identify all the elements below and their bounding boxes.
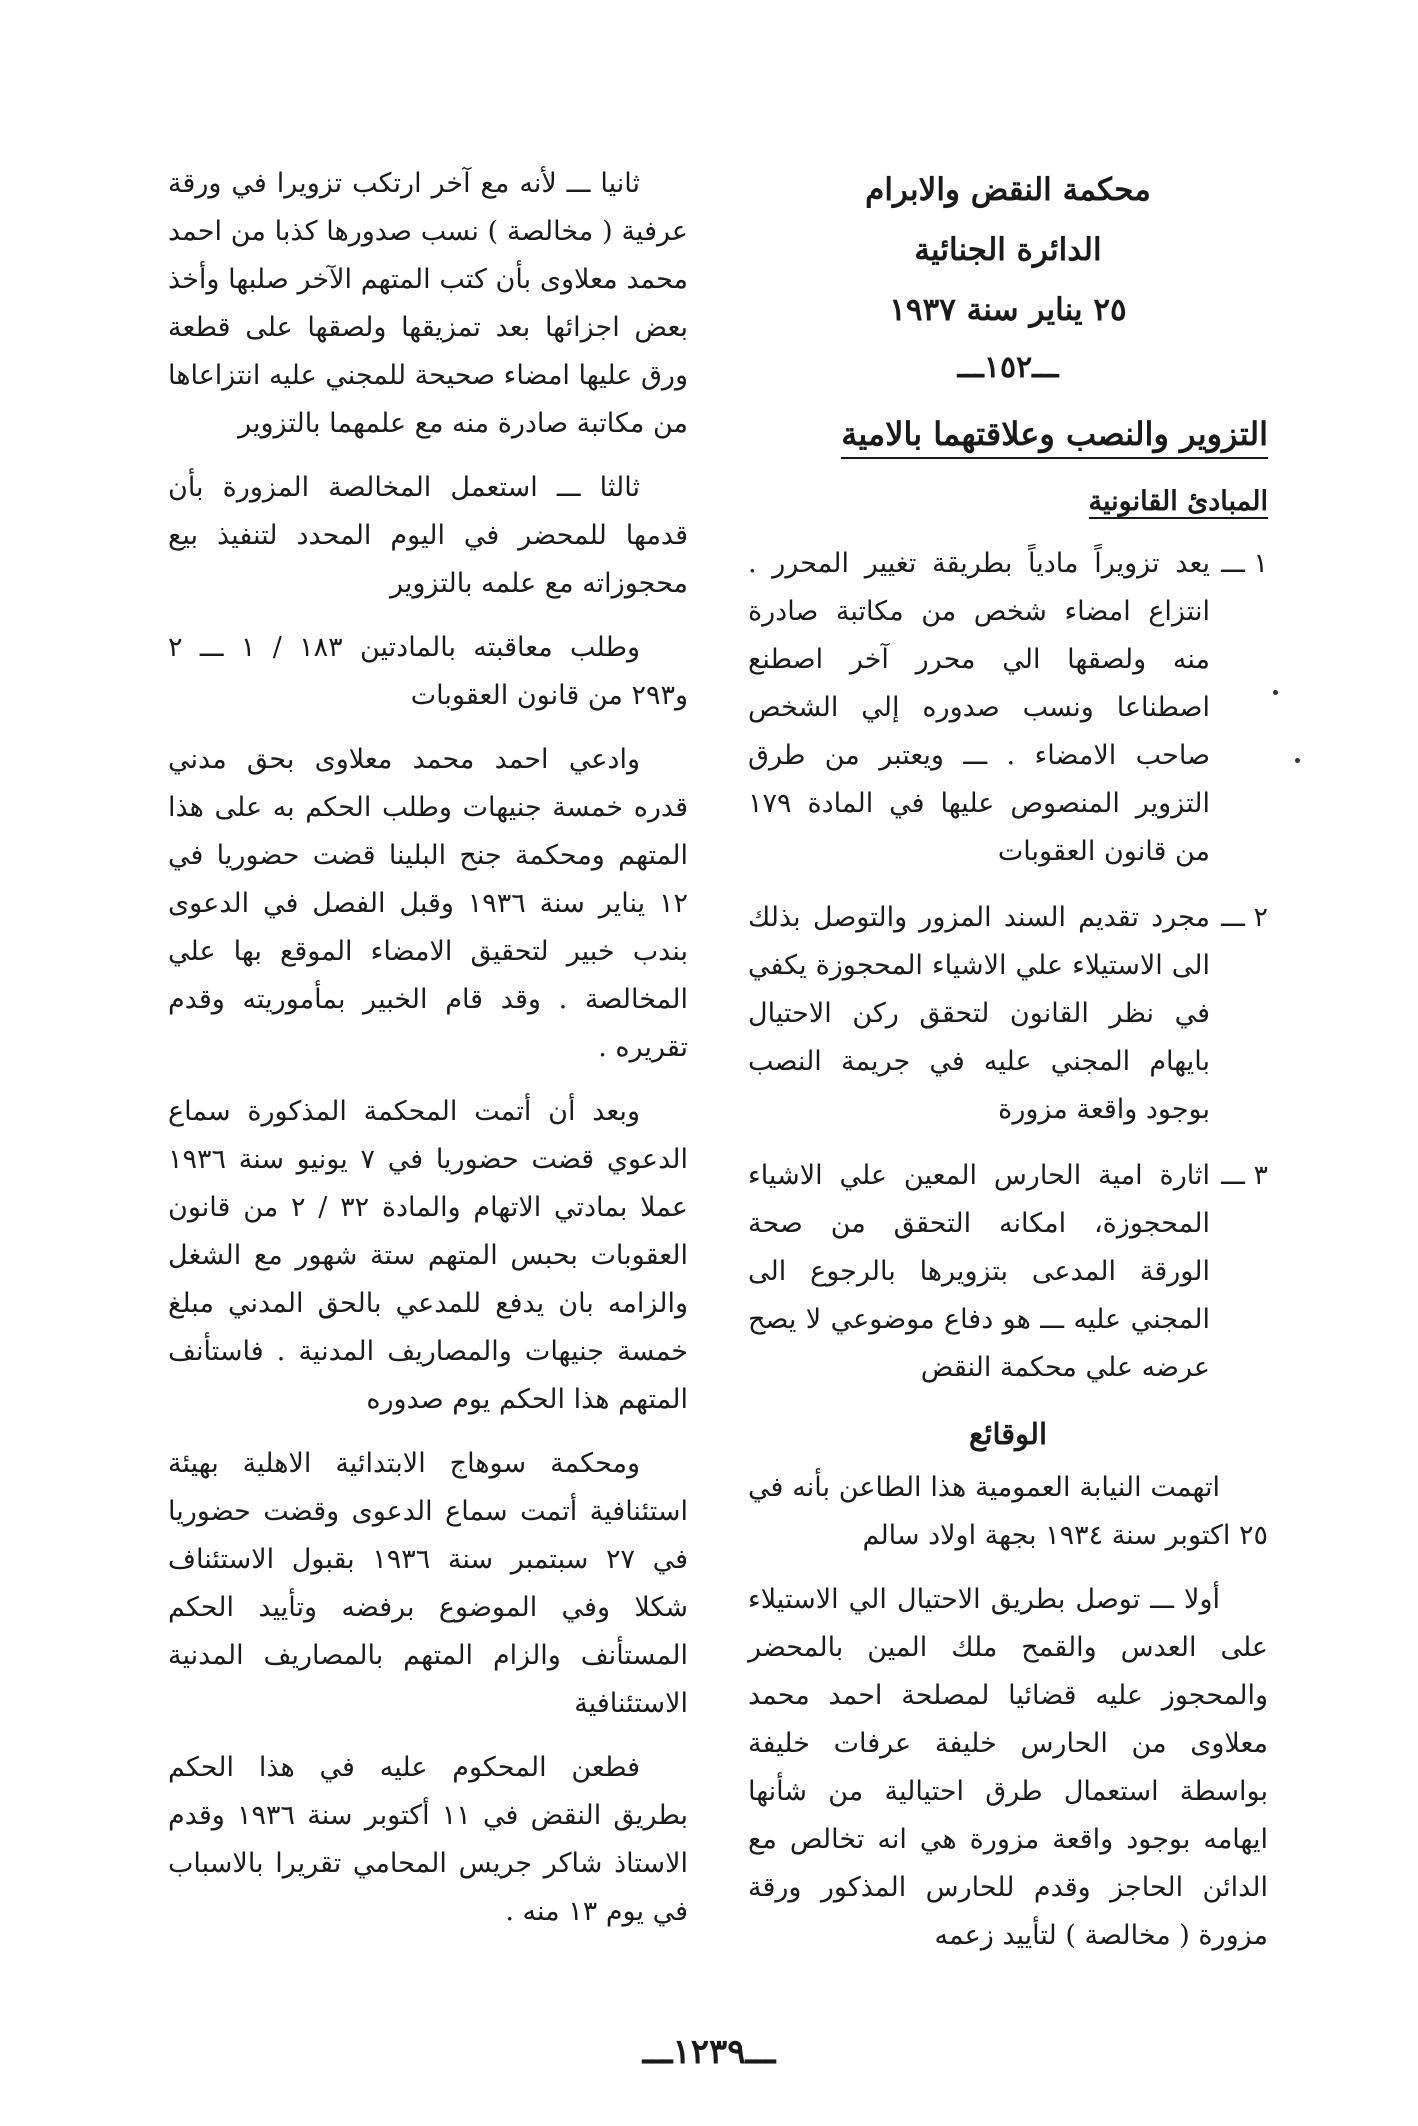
case-number: ـــ١٥٢ـــ <box>957 350 1059 385</box>
principle-number: ٣ ـــ <box>1221 1160 1268 1191</box>
scan-speck <box>1273 690 1278 695</box>
facts-heading: الوقائع <box>968 1417 1048 1451</box>
paragraph: فطعن المحكوم عليه في هذا الحكم بطريق النقض في ١١ أكتوبر سنة ١٩٣٦ وقدم الاستاذ شاكر جريس المحامي تقريرا بالاسباب في يوم ١٣ منه . <box>168 1752 689 1927</box>
paragraph: ثالثا ـــ استعمل المخالصة المزورة بأن قدمها للمحضر في اليوم المحدد لتنفيذ بيع محجوزاته مع علمه بالتزوير <box>168 472 688 599</box>
principles-label <box>748 478 1268 526</box>
topic-text: التزوير والنصب وعلاقتهما بالامية <box>841 415 1268 459</box>
principle-item <box>748 894 1268 1134</box>
principles-label-text: المبادئ القانونية <box>1088 486 1268 517</box>
topic-heading <box>748 406 1268 462</box>
principle-text: يعد تزويراً مادياً بطريقة تغيير المحرر . انتزاع امضاء شخص من مكاتبة صادرة منه ولصقها الي محرر آخر اصطنع اصطناعا ونسب صدوره إلي الشخص صاحب الامضاء . ـــ ويعتبر من طرق التزوير المنصوص عليها في المادة ١٧٩ من قانون العقوبات <box>748 548 1210 867</box>
principle-number: ٢ ـــ <box>1221 902 1268 933</box>
principle-text: مجرد تقديم السند المزور والتوصل بذلك الى الاستيلاء علي الاشياء المحجوزة يكفي في نظر القانون لتحقق ركن الاحتيال بايهام المجني عليه في جريمة النصب بوجود واقعة مزورة <box>748 902 1210 1125</box>
paragraph: وبعد أن أتمت المحكمة المذكورة سماع الدعوي قضت حضوريا في ٧ يونيو سنة ١٩٣٦ عملا بمادتي الاتهام والمادة ٣٢ / ٢ من قانون العقوبات بحبس المتهم ستة شهور مع الشغل والزامه بان يدفع للمدعي بالحق المدني مبلغ خمسة جنيهات والمصاريف المدنية . فاستأنف المتهم هذا الحكم يوم صدوره <box>168 1096 688 1415</box>
paragraph: وادعي احمد محمد معلاوى بحق مدني قدره خمسة جنيهات وطلب الحكم به على هذا المتهم ومحكمة جنح البلينا قضت حضوريا في ١٢ يناير سنة ١٩٣٦ وقبل الفصل في الدعوى بندب خبير لتحقيق الامضاء الموقع بها علي المخالصة . وقد قام الخبير بمأموريته وقدم تقريره . <box>168 744 688 1063</box>
court-name: محكمة النقض والابرام <box>865 172 1151 208</box>
right-column <box>748 160 1268 1976</box>
paragraph: أولا ـــ توصل بطريق الاحتيال الي الاستيلاء على العدس والقمح ملك المين بالمحضر والمحجوز عليه قضائيا لمصلحة احمد محمد معلاوى من الحارس خليفة عرفات خليفة بواسطة استعمال طرق احتيالية من شأنها ايهامه بوجود واقعة مزورة هي انه تخالص مع الدائن الحاجز وقدم للحارس المذكور ورقة مزورة ( مخالصة ) لتأييد زعمه <box>748 1584 1268 1951</box>
circuit-name: الدائرة الجنائية <box>914 232 1102 268</box>
paragraph: ومحكمة سوهاج الابتدائية الاهلية بهيئة استئنافية أتمت سماع الدعوى وقضت حضوريا في ٢٧ سبتمبر سنة ١٩٣٦ بقبول الاستئناف شكلا وفي الموضوع برفضه وتأييد الحكم المستأنف والزام المتهم بالمصاريف المدنية الاستئنافية <box>168 1448 689 1719</box>
judgment-date: ٢٥ يناير سنة ١٩٣٧ <box>889 292 1127 328</box>
scan-speck <box>1295 758 1300 763</box>
page-number: ـــ١٢٣٩ـــ <box>642 2032 776 2072</box>
paragraph: وطلب معاقبته بالمادتين ١٨٣ / ١ ـــ ٢ و٢٩٣ من قانون العقوبات <box>168 632 688 711</box>
principle-item <box>748 540 1268 876</box>
paragraph: ثانيا ـــ لأنه مع آخر ارتكب تزويرا في ورقة عرفية ( مخالصة ) نسب صدورها كذبا من احمد محمد معلاوى بأن كتب المتهم الآخر صلبها وأخذ بعض اجزائها بعد تمزيقها ولصقها على قطعة ورق عليها امضاء صحيحة للمجني عليه انتزاعاها من مكاتبة صادرة منه مع علمهما بالتزوير <box>168 168 688 439</box>
principle-item <box>748 1152 1268 1392</box>
principle-text: اثارة امية الحارس المعين علي الاشياء المحجوزة، امكانه التحقق من صحة الورقة المدعى بتزويرها بالرجوع الى المجني عليه ـــ هو دفاع موضوعي لا يصح عرضه علي محكمة النقض <box>748 1160 1210 1383</box>
left-column <box>168 160 688 1952</box>
principle-number: ١ ـــ <box>1221 548 1268 579</box>
court-header <box>748 160 1268 340</box>
paragraph: اتهمت النيابة العمومية هذا الطاعن بأنه في ٢٥ اكتوبر سنة ١٩٣٤ بجهة اولاد سالم <box>748 1472 1268 1551</box>
